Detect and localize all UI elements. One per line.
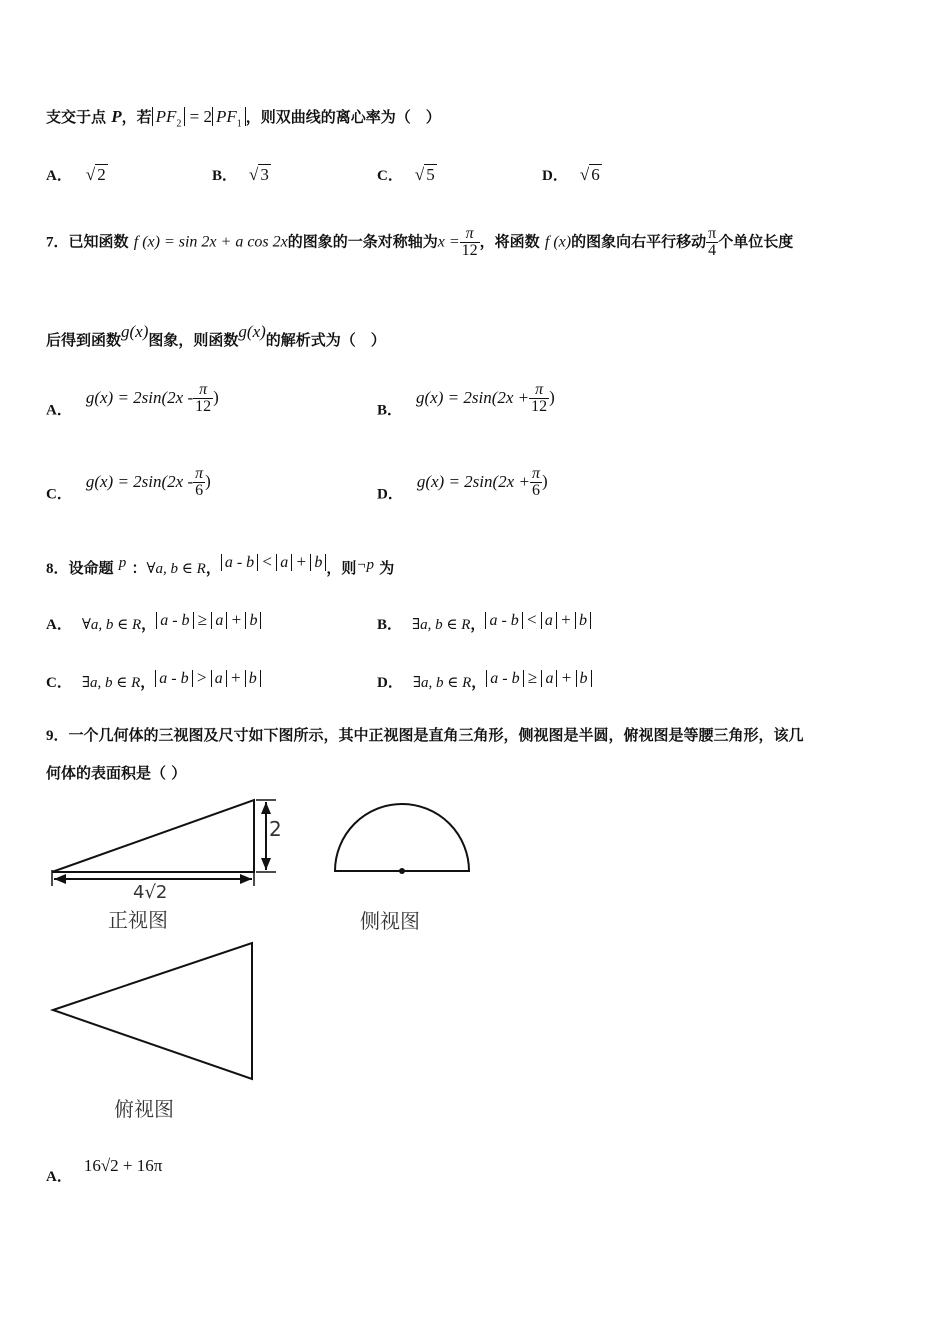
q7-axis-fraction: $\frac{\pi}{12}$ (461, 225, 478, 259)
q6-option-b: B． √ 3 (212, 165, 269, 184)
top-view-caption: 俯视图 (114, 1097, 174, 1121)
front-height-label: 2 (269, 817, 282, 841)
q6-option-d: D． √ 6 (542, 165, 600, 184)
q8-stem: 8．设命题 p ：∀a, b ∈ R， a - b < a + b ，则¬p 为 (46, 552, 395, 577)
side-view-caption: 侧视图 (360, 909, 420, 933)
q8-option-b: B． ∃a, b ∈ R， a - b < a + b (377, 610, 591, 634)
q7-option-c: C．g(x) = 2sin(2x - $\frac{\pi}{6}$ ) (46, 465, 211, 503)
q9-stem-line2: 何体的表面积是（ ） (46, 764, 187, 782)
side-view-center-dot (399, 868, 405, 874)
front-view-triangle (52, 800, 254, 872)
q7-option-a: A．g(x) = 2sin(2x - $\frac{\pi}{12}$ ) (46, 381, 219, 419)
side-view-figure (330, 796, 476, 878)
q6-option-c: C． √ 5 (377, 165, 435, 184)
q7-shift-fraction: $\frac{\pi}{4}$ (708, 225, 717, 259)
q7-stem-line2: 后得到函数g(x)图象，则函数g(x)的解析式为（ ） (46, 322, 386, 349)
q6-stem: 支交于点 P，若 $PF_2 = 2$ $PF_1$ ，则双曲线的离心率为（ ） (46, 107, 441, 130)
q9-stem-line1: 9．一个几何体的三视图及尺寸如下图所示，其中正视图是直角三角形，侧视图是半圆，俯视图是等腰三角形，该几 (46, 726, 804, 744)
side-view-semicircle (335, 804, 469, 871)
q7-option-b: B．g(x) = 2sin(2x + $\frac{\pi}{12}$ ) (377, 381, 555, 419)
q7-stem-line1: 7．已知函数 f (x) = sin 2x + a cos 2x的图象的一条对称轴为x = $\frac{\pi}{12}$ ，将函数 f (x)的图象向右平行移动 $\frac{\pi}{4}$ 个单位长度 (46, 225, 794, 259)
q8-option-d: D． ∃a, b ∈ R， a - b ≥ a + b (377, 668, 592, 692)
front-view-caption: 正视图 (108, 908, 168, 932)
q8-option-c: C． ∃a, b ∈ R， a - b > a + b (46, 668, 261, 692)
q7-option-d: D．g(x) = 2sin(2x + $\frac{\pi}{6}$ ) (377, 465, 548, 503)
q9-option-a: A．16√2 + 16π (46, 1156, 163, 1185)
top-view-triangle (53, 943, 252, 1079)
q6-option-a: A． √ 2 (46, 165, 106, 184)
top-view-figure (48, 938, 258, 1084)
q6-condition: $PF_2 = 2$ $PF_1$ (152, 107, 246, 126)
front-view-figure (44, 792, 294, 892)
front-width-label: 4√2 (133, 882, 168, 903)
q8-option-a: A． ∀a, b ∈ R， a - b ≥ a + b (46, 610, 261, 634)
